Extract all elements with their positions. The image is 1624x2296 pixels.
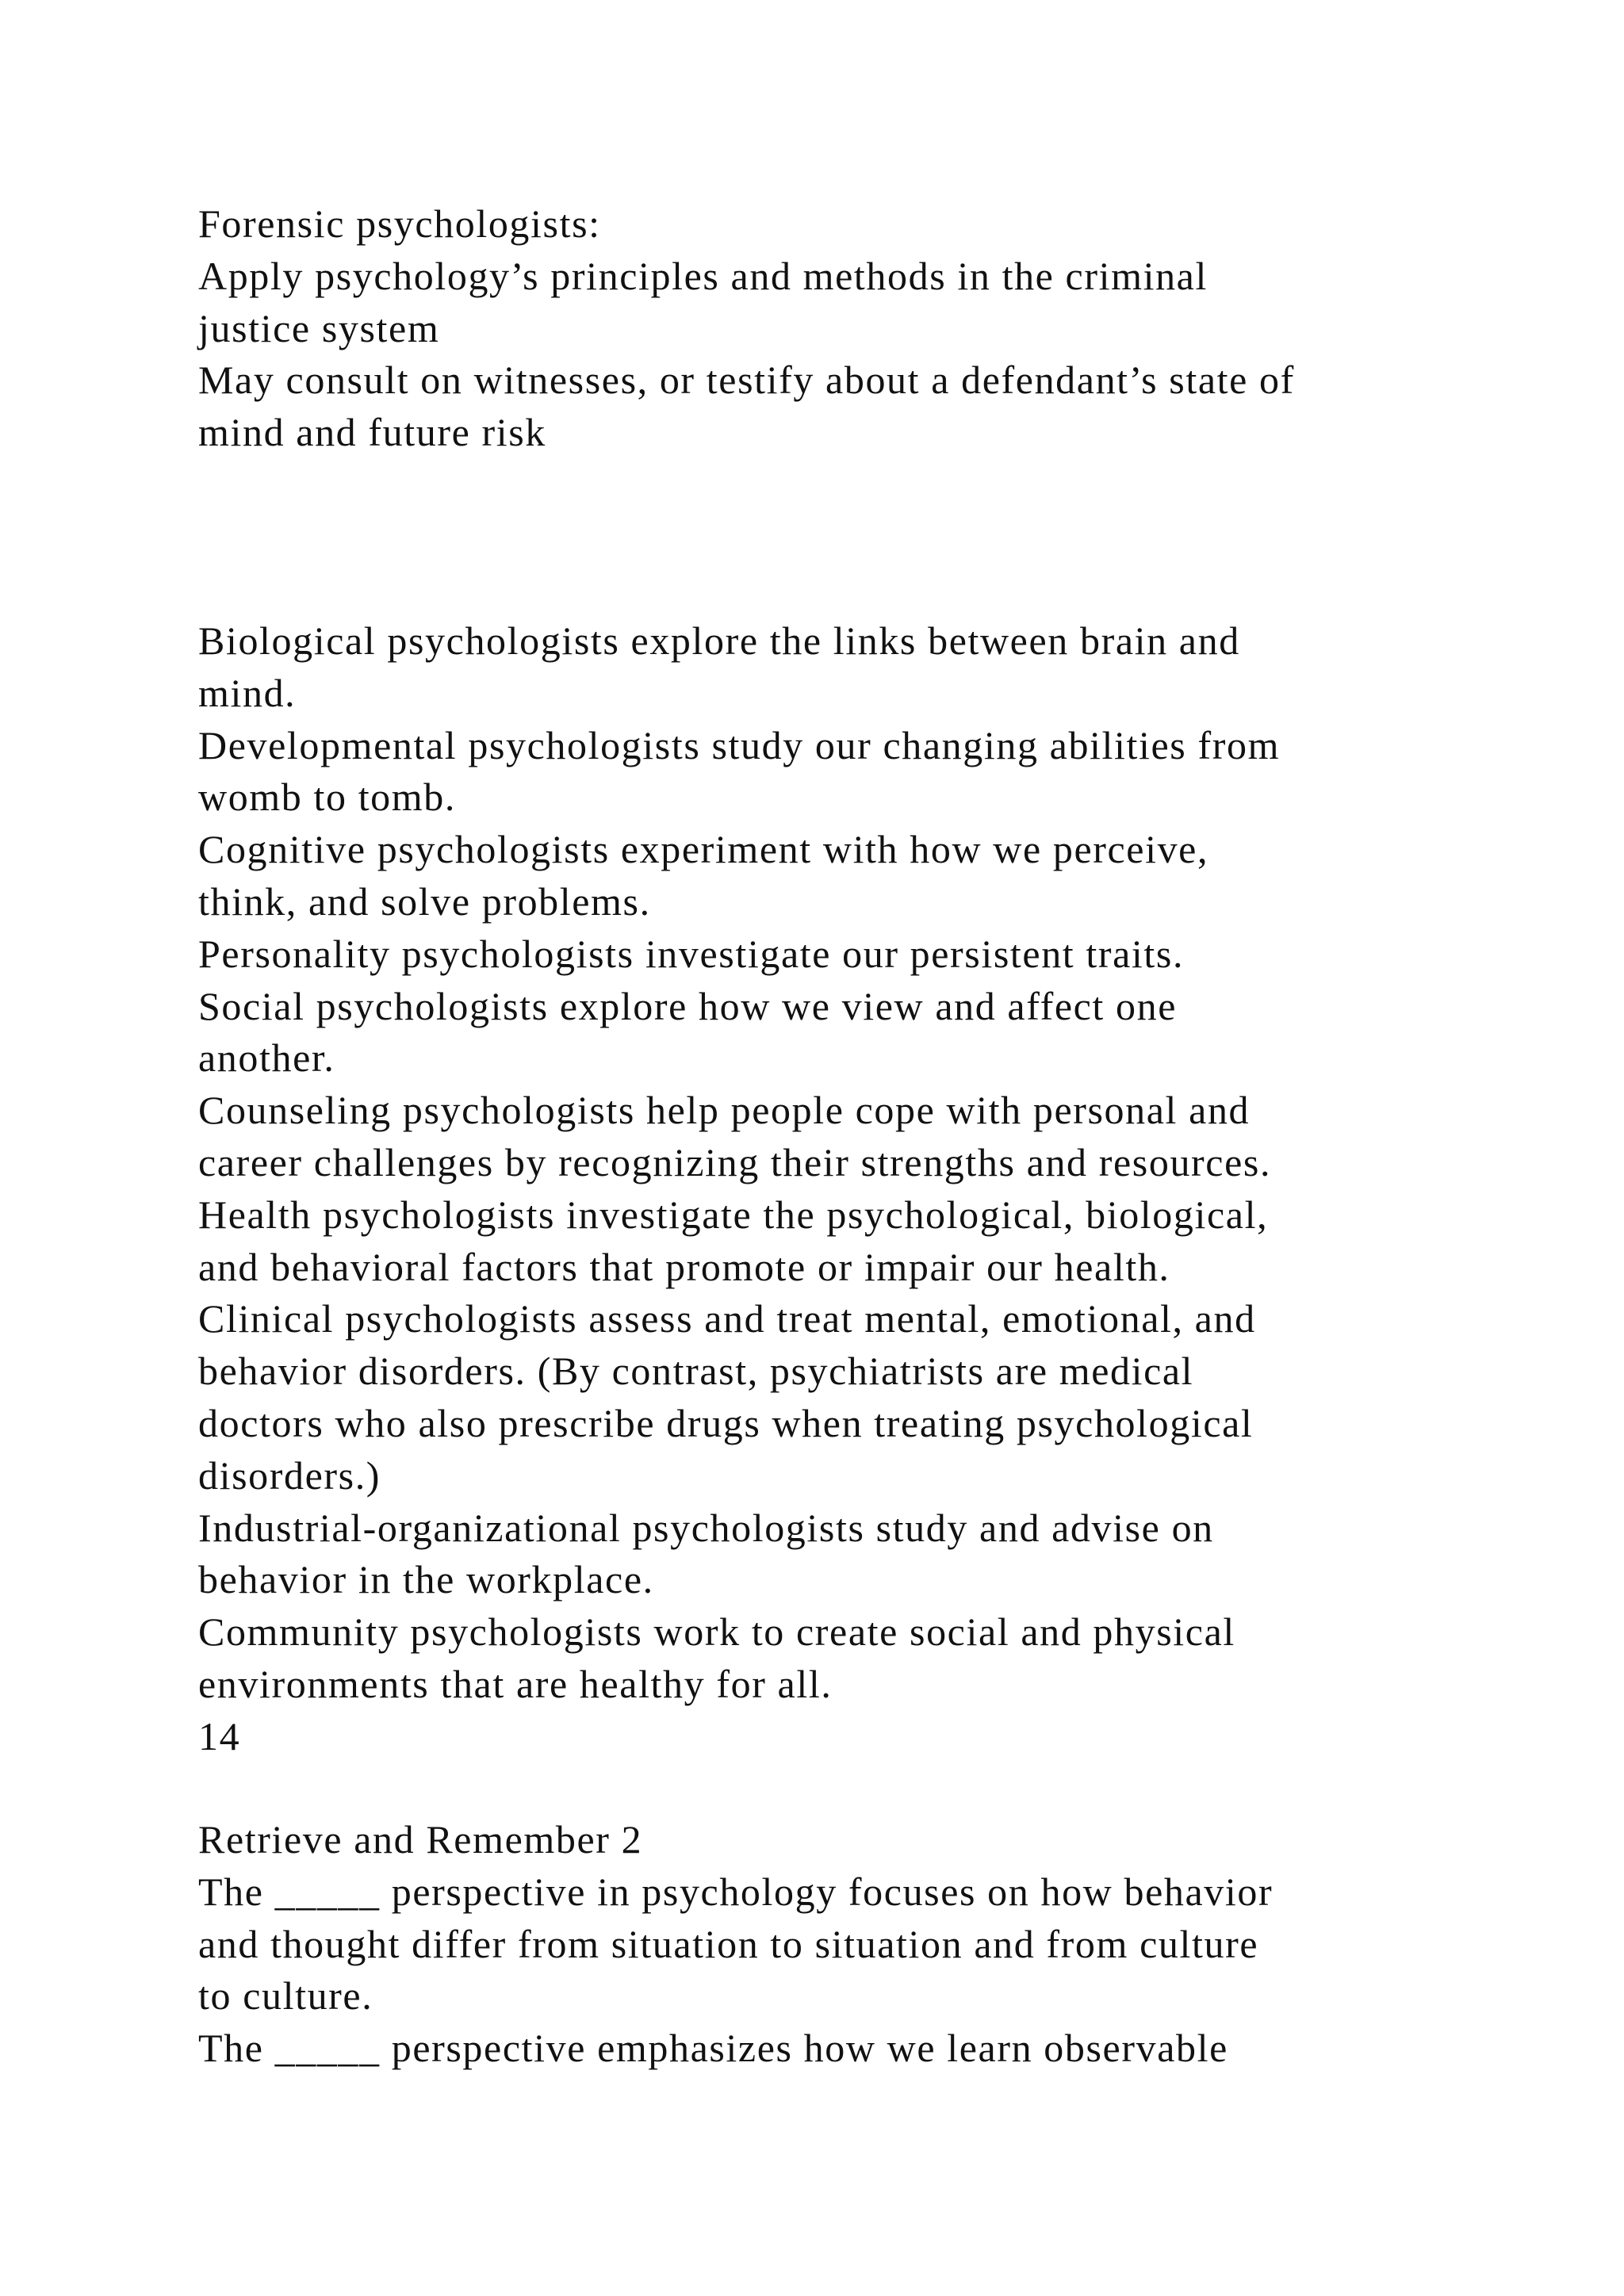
text-line: behavior disorders. (By contrast, psychiatrists are medical bbox=[198, 1349, 1194, 1394]
text-line: Developmental psychologists study our changing abilities from bbox=[198, 722, 1281, 767]
text-line: behavior in the workplace. bbox=[198, 1557, 654, 1602]
specialties-section bbox=[198, 615, 1530, 1763]
text-line: Cognitive psychologists experiment with how we perceive, bbox=[198, 827, 1209, 872]
text-line: Counseling psychologists help people cope with personal and bbox=[198, 1088, 1251, 1133]
forensic-heading: Forensic psychologists: bbox=[198, 201, 601, 246]
text-line: The _____ perspective in psychology focuses on how behavior bbox=[198, 1869, 1274, 1914]
text-line: Apply psychology’s principles and methods in the criminal bbox=[198, 253, 1208, 298]
text-line: Community psychologists work to create social and physical bbox=[198, 1609, 1235, 1655]
text-line: Personality psychologists investigate our persistent traits. bbox=[198, 931, 1185, 976]
text-line: Clinical psychologists assess and treat mental, emotional, and bbox=[198, 1296, 1256, 1341]
retrieve-section bbox=[198, 1814, 1530, 2075]
text-line: Social psychologists explore how we view and affect one bbox=[198, 983, 1177, 1028]
text-line: mind. bbox=[198, 670, 297, 715]
text-line: Industrial-organizational psychologists study and advise on bbox=[198, 1505, 1214, 1550]
text-line: disorders.) bbox=[198, 1452, 381, 1498]
text-line: Health psychologists investigate the psychological, biological, bbox=[198, 1192, 1269, 1237]
retrieve-heading: Retrieve and Remember 2 bbox=[198, 1817, 643, 1862]
forensic-section bbox=[198, 198, 1530, 459]
text-line: The _____ perspective emphasizes how we learn observable bbox=[198, 2026, 1228, 2071]
text-line: and thought differ from situation to situation and from culture bbox=[198, 1921, 1259, 1966]
text-line: and behavioral factors that promote or impair our health. bbox=[198, 1244, 1170, 1289]
text-line: career challenges by recognizing their strengths and resources. bbox=[198, 1139, 1272, 1184]
text-line: another. bbox=[198, 1035, 335, 1081]
text-line: May consult on witnesses, or testify about a defendant’s state of bbox=[198, 358, 1295, 403]
text-line: womb to tomb. bbox=[198, 775, 456, 820]
text-line: justice system bbox=[198, 305, 440, 350]
text-line: mind and future risk bbox=[198, 410, 546, 455]
slide-number: 14 bbox=[198, 1713, 241, 1758]
text-line: environments that are healthy for all. bbox=[198, 1661, 833, 1706]
text-line: think, and solve problems. bbox=[198, 878, 651, 924]
text-line: Biological psychologists explore the links between brain and bbox=[198, 618, 1240, 663]
text-line: doctors who also prescribe drugs when treating psychological bbox=[198, 1400, 1254, 1445]
text-line: to culture. bbox=[198, 1973, 373, 2019]
